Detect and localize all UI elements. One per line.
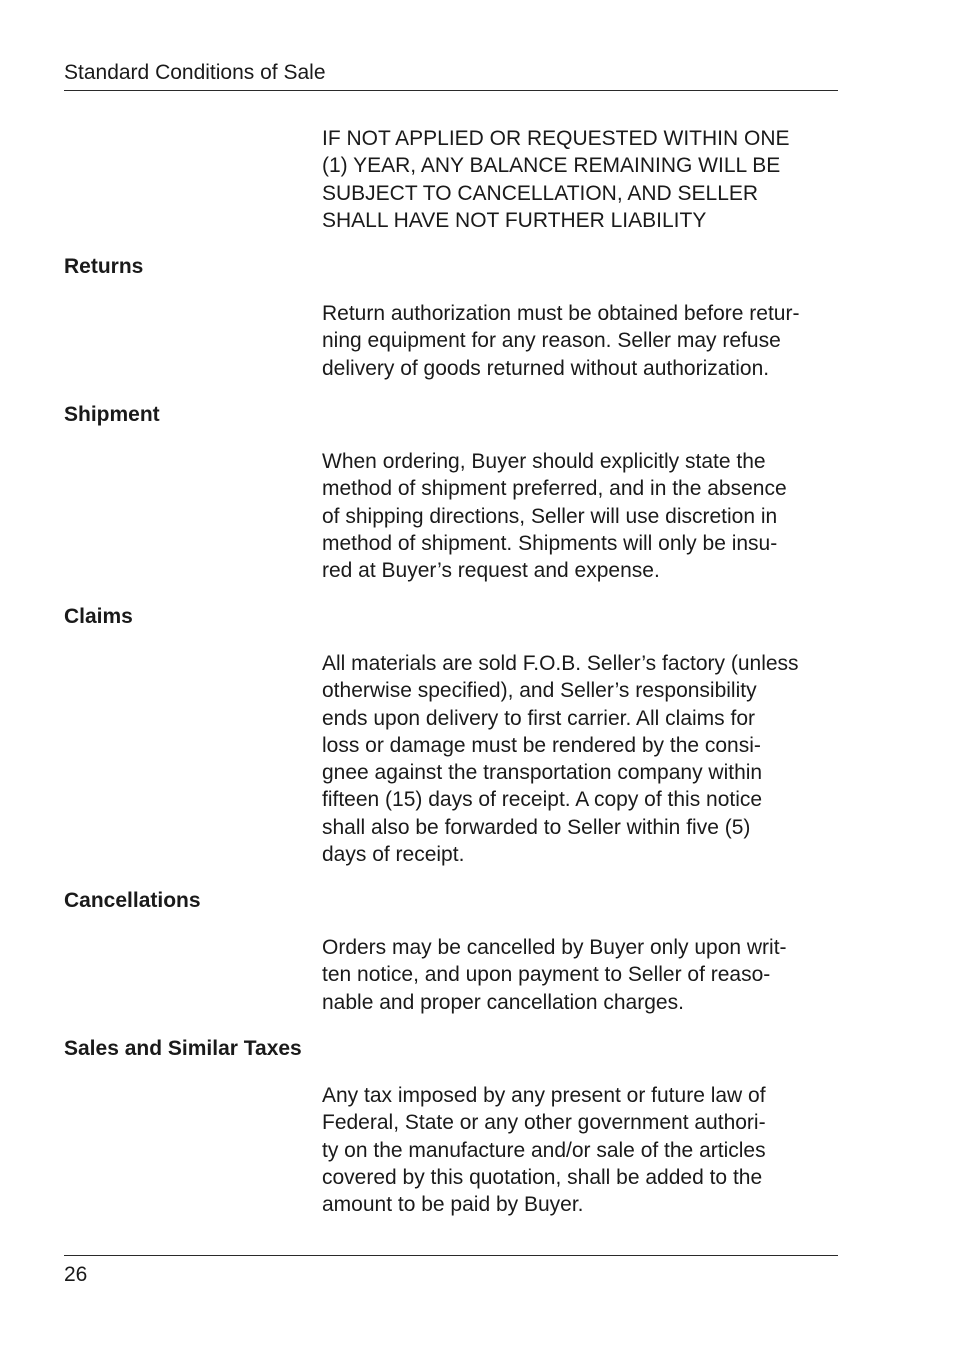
shipment-paragraph: When ordering, Buyer should explicitly state the method of shipment preferred, and in the absence of shipping directions, Seller will use discretion in method of shipment. Shipments will only be insu- red at Buyer’s request and expense. — [322, 450, 787, 583]
claims-heading: Claims — [64, 605, 133, 628]
page-footer — [64, 1255, 838, 1286]
claims-paragraph: All materials are sold F.O.B. Seller’s factory (unless otherwise specified), and Seller’s responsibility ends upon delivery to first carrier. All claims for loss or damage must be rendered by the consi- gnee against the transportation company within fifteen (15) days of receipt. A copy of this notice shall also be forwarded to Seller within five (5) days of receipt. — [322, 652, 799, 867]
intro-paragraph: IF NOT APPLIED OR REQUESTED WITHIN ONE (1) YEAR, ANY BALANCE REMAINING WILL BE SUBJECT TO CANCELLATION, AND SELLER SHALL HAVE NOT FURTHER LIABILITY — [322, 127, 790, 232]
page-number: 26 — [64, 1263, 88, 1286]
taxes-heading: Sales and Similar Taxes — [64, 1037, 302, 1060]
returns-heading: Returns — [64, 255, 144, 278]
cancellations-paragraph: Orders may be cancelled by Buyer only upon writ- ten notice, and upon payment to Seller of reaso- nable and proper cancellation charges. — [322, 936, 787, 1014]
returns-paragraph: Return authorization must be obtained before retur- ning equipment for any reason. Seller may refuse delivery of goods returned without authorization. — [322, 302, 800, 380]
document-title: Standard Conditions of Sale — [64, 61, 326, 84]
shipment-heading: Shipment — [64, 403, 160, 426]
page-header — [64, 58, 838, 91]
cancellations-heading: Cancellations — [64, 889, 201, 912]
taxes-paragraph: Any tax imposed by any present or future law of Federal, State or any other government authori- ty on the manufacture and/or sale of the articles covered by this quotation, shall be added to the amount to be paid by Buyer. — [322, 1084, 766, 1217]
